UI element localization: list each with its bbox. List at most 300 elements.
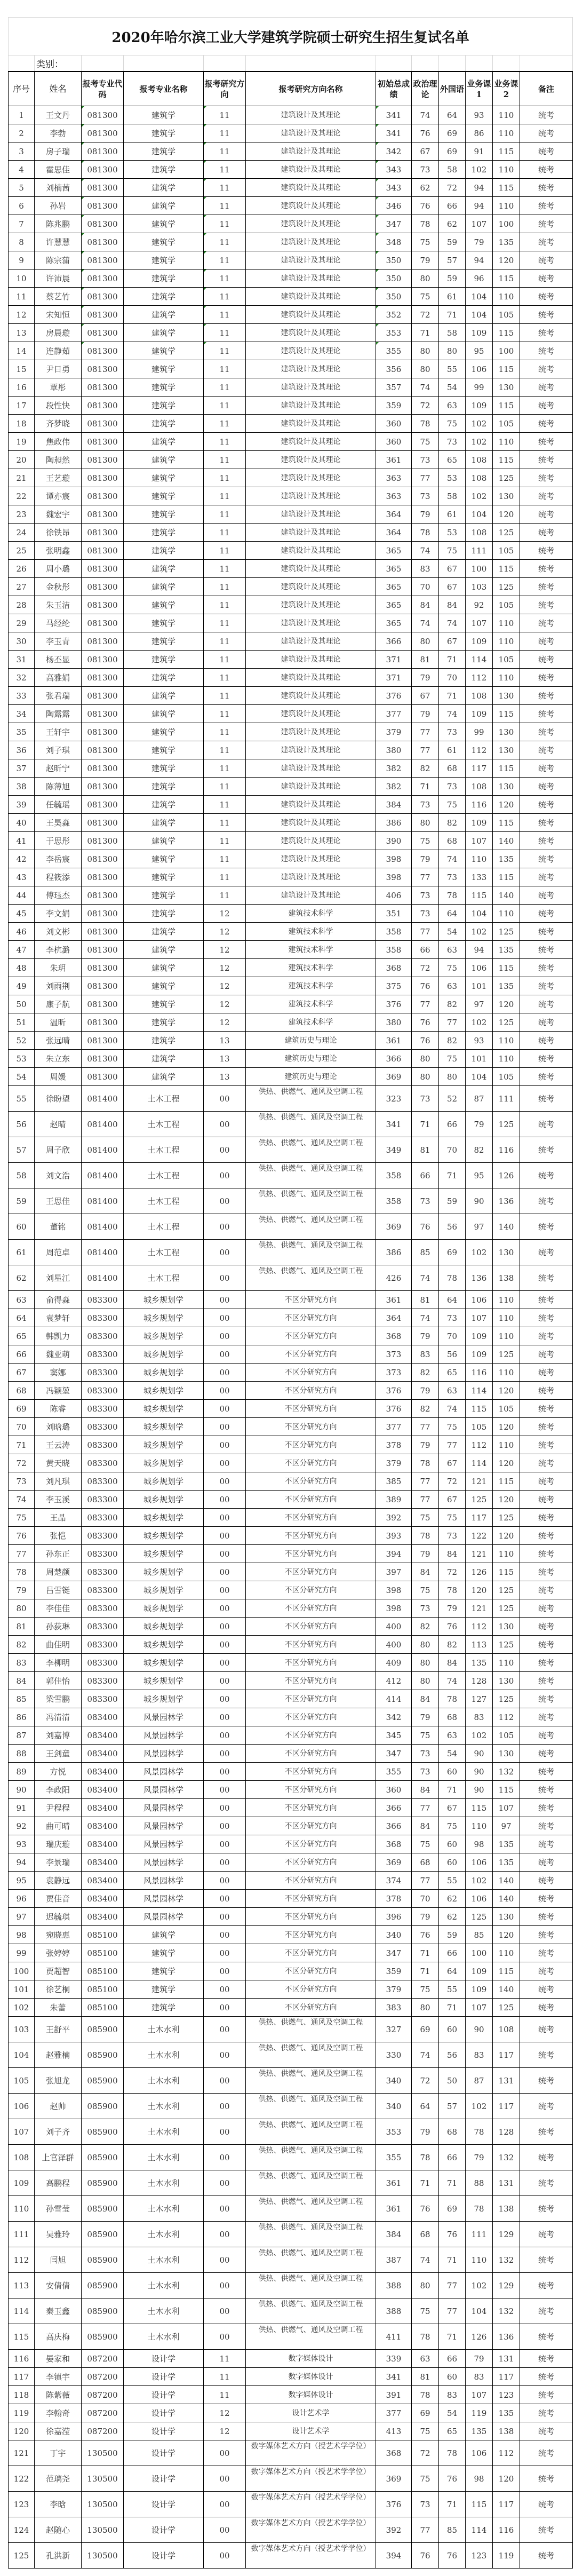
cell-name: 赵晴 xyxy=(35,1112,82,1137)
cell-direction-name: 建筑历史与理论 xyxy=(246,1032,376,1050)
cell-seq: 22 xyxy=(9,487,35,505)
cell-course-2: 115 xyxy=(493,179,520,197)
cell-course-1: 102 xyxy=(466,487,493,505)
cell-name: 李文娟 xyxy=(35,905,82,923)
cell-direction-code: 00 xyxy=(204,2196,246,2222)
cell-politics: 72 xyxy=(412,397,439,415)
cell-politics: 81 xyxy=(412,1291,439,1309)
cell-politics: 78 xyxy=(412,215,439,233)
cell-politics: 72 xyxy=(412,306,439,324)
cell-seq: 44 xyxy=(9,886,35,905)
cell-course-2: 110 xyxy=(493,1944,520,1962)
cell-foreign-language: 64 xyxy=(439,1291,466,1309)
cell-course-1: 111 xyxy=(466,2222,493,2247)
cell-note: 统考 xyxy=(520,1491,573,1509)
cell-course-1: 79 xyxy=(466,2350,493,2368)
cell-note: 统考 xyxy=(520,2324,573,2350)
cell-major-name: 建筑学 xyxy=(124,886,204,905)
cell-major-code: 081300 xyxy=(82,814,124,832)
cell-total-score: 349 xyxy=(376,1137,412,1163)
cell-course-2: 130 xyxy=(493,723,520,741)
table-row xyxy=(9,1690,573,1708)
cell-direction-code: 12 xyxy=(204,1013,246,1032)
cell-direction-code: 00 xyxy=(204,1926,246,1944)
cell-seq: 54 xyxy=(9,1068,35,1086)
cell-note: 统考 xyxy=(520,524,573,542)
cell-note: 统考 xyxy=(520,1745,573,1763)
cell-course-2: 110 xyxy=(493,1309,520,1327)
cell-direction-code: 13 xyxy=(204,1068,246,1086)
cell-foreign-language: 77 xyxy=(439,2298,466,2324)
table-row xyxy=(9,342,573,360)
cell-name: 于思彤 xyxy=(35,832,82,850)
cell-politics: 76 xyxy=(412,977,439,995)
table-row xyxy=(9,1491,573,1509)
cell-direction-code: 11 xyxy=(204,106,246,124)
cell-major-code: 081300 xyxy=(82,233,124,251)
cell-name: 李勃 xyxy=(35,124,82,142)
cell-foreign-language: 57 xyxy=(439,2094,466,2119)
cell-seq: 64 xyxy=(9,1309,35,1327)
cell-total-score: 365 xyxy=(376,560,412,578)
cell-major-name: 建筑学 xyxy=(124,596,204,614)
cell-direction-code: 00 xyxy=(204,1137,246,1163)
cell-politics: 82 xyxy=(412,1400,439,1418)
cell-total-score: 386 xyxy=(376,1240,412,1265)
cell-course-2: 115 xyxy=(493,397,520,415)
cell-major-code: 081300 xyxy=(82,741,124,759)
cell-seq: 63 xyxy=(9,1291,35,1309)
cell-major-code: 083300 xyxy=(82,1654,124,1672)
cell-course-2: 120 xyxy=(493,1527,520,1545)
cell-direction-code: 11 xyxy=(204,324,246,342)
cell-direction-code: 00 xyxy=(204,2119,246,2145)
cell-course-2: 135 xyxy=(493,977,520,995)
cell-foreign-language: 67 xyxy=(439,578,466,596)
cell-direction-code: 00 xyxy=(204,1265,246,1291)
cell-note: 统考 xyxy=(520,415,573,433)
cell-major-code: 083400 xyxy=(82,1745,124,1763)
cell-course-1: 119 xyxy=(466,2404,493,2422)
cell-course-1: 101 xyxy=(466,977,493,995)
cell-major-code: 081300 xyxy=(82,505,124,524)
cell-foreign-language: 60 xyxy=(439,1853,466,1872)
cell-total-score: 376 xyxy=(376,995,412,1013)
cell-direction-name: 不区分研究方向 xyxy=(246,1944,376,1962)
cell-politics: 80 xyxy=(412,2273,439,2298)
cell-total-score: 413 xyxy=(376,2422,412,2440)
cell-direction-name: 建筑历史与理论 xyxy=(246,1068,376,1086)
cell-course-2: 125 xyxy=(493,1112,520,1137)
cell-politics: 66 xyxy=(412,1163,439,1188)
cell-direction-code: 11 xyxy=(204,596,246,614)
cell-direction-name: 建筑设计及其理论 xyxy=(246,360,376,378)
cell-course-1: 109 xyxy=(466,1327,493,1345)
cell-direction-name: 供热、供燃气、通风及空调工程 xyxy=(246,1137,376,1163)
cell-name: 金秋彤 xyxy=(35,578,82,596)
cell-major-name: 建筑学 xyxy=(124,1068,204,1086)
table-row xyxy=(9,542,573,560)
cell-politics: 76 xyxy=(412,2543,439,2569)
cell-total-score: 365 xyxy=(376,614,412,632)
cell-direction-code: 11 xyxy=(204,215,246,233)
cell-seq: 85 xyxy=(9,1690,35,1708)
cell-direction-name: 不区分研究方向 xyxy=(246,1636,376,1654)
cell-direction-code: 00 xyxy=(204,1472,246,1491)
cell-direction-code: 11 xyxy=(204,433,246,451)
cell-course-2: 108 xyxy=(493,2017,520,2042)
cell-politics: 73 xyxy=(412,1086,439,1112)
cell-direction-code: 00 xyxy=(204,2222,246,2247)
cell-direction-code: 11 xyxy=(204,451,246,469)
cell-major-name: 建筑学 xyxy=(124,306,204,324)
cell-major-code: 081300 xyxy=(82,705,124,723)
cell-seq: 98 xyxy=(9,1926,35,1944)
cell-major-name: 城乡规划学 xyxy=(124,1472,204,1491)
cell-major-code: 083300 xyxy=(82,1472,124,1491)
cell-major-code: 081300 xyxy=(82,1050,124,1068)
cell-direction-name: 数字媒体艺术方向（授艺术学学位） xyxy=(246,2466,376,2492)
cell-name: 王舒平 xyxy=(35,2017,82,2042)
cell-foreign-language: 78 xyxy=(439,1581,466,1599)
cell-course-1: 109 xyxy=(466,1345,493,1364)
cell-seq: 112 xyxy=(9,2247,35,2273)
cell-course-2: 131 xyxy=(493,2350,520,2368)
cell-course-1: 108 xyxy=(466,687,493,705)
cell-foreign-language: 71 xyxy=(439,2492,466,2517)
header-course-2: 业务课2 xyxy=(493,72,520,106)
cell-major-name: 土木工程 xyxy=(124,1112,204,1137)
cell-seq: 23 xyxy=(9,505,35,524)
cell-politics: 83 xyxy=(412,1345,439,1364)
cell-direction-name: 供热、供燃气、通风及空调工程 xyxy=(246,1086,376,1112)
cell-foreign-language: 61 xyxy=(439,505,466,524)
cell-note: 统考 xyxy=(520,2466,573,2492)
cell-direction-name: 不区分研究方向 xyxy=(246,1654,376,1672)
cell-course-1: 113 xyxy=(466,1636,493,1654)
cell-foreign-language: 54 xyxy=(439,923,466,941)
cell-name: 刘文彬 xyxy=(35,923,82,941)
cell-course-1: 136 xyxy=(466,1265,493,1291)
cell-politics: 79 xyxy=(412,1382,439,1400)
cell-course-1: 102 xyxy=(466,923,493,941)
cell-foreign-language: 50 xyxy=(439,2068,466,2094)
cell-major-code: 085900 xyxy=(82,2094,124,2119)
cell-name: 方悦 xyxy=(35,1763,82,1781)
cell-direction-name: 不区分研究方向 xyxy=(246,1364,376,1382)
header-direction-code: 报考研究方向 xyxy=(204,72,246,106)
cell-politics: 77 xyxy=(412,723,439,741)
cell-name: 宛晓惠 xyxy=(35,1926,82,1944)
cell-major-name: 土木水利 xyxy=(124,2196,204,2222)
cell-name: 孙岩 xyxy=(35,197,82,215)
cell-foreign-language: 70 xyxy=(439,1137,466,1163)
cell-seq: 89 xyxy=(9,1763,35,1781)
cell-direction-code: 11 xyxy=(204,651,246,669)
cell-name: 曲可晴 xyxy=(35,1817,82,1835)
cell-direction-name: 数字媒体艺术方向（授艺术学学位） xyxy=(246,2517,376,2543)
cell-direction-code: 00 xyxy=(204,1214,246,1240)
cell-politics: 76 xyxy=(412,1013,439,1032)
cell-major-name: 建筑学 xyxy=(124,433,204,451)
header-course-1: 业务课1 xyxy=(466,72,493,106)
cell-major-name: 建筑学 xyxy=(124,270,204,288)
table-row xyxy=(9,1763,573,1781)
table-row xyxy=(9,814,573,832)
table-row xyxy=(9,2324,573,2350)
cell-direction-name: 设计艺术学 xyxy=(246,2422,376,2440)
cell-direction-code: 00 xyxy=(204,2068,246,2094)
table-row xyxy=(9,1032,573,1050)
cell-major-name: 建筑学 xyxy=(124,215,204,233)
table-row xyxy=(9,832,573,850)
table-row xyxy=(9,433,573,451)
cell-seq: 19 xyxy=(9,433,35,451)
cell-foreign-language: 76 xyxy=(439,2466,466,2492)
cell-direction-name: 不区分研究方向 xyxy=(246,1872,376,1890)
cell-name: 董铭 xyxy=(35,1214,82,1240)
cell-major-name: 土木水利 xyxy=(124,2298,204,2324)
cell-note: 统考 xyxy=(520,1908,573,1926)
cell-direction-name: 不区分研究方向 xyxy=(246,1382,376,1400)
cell-politics: 77 xyxy=(412,1799,439,1817)
cell-major-name: 建筑学 xyxy=(124,705,204,723)
cell-course-2: 115 xyxy=(493,759,520,778)
table-row xyxy=(9,2145,573,2170)
cell-direction-code: 11 xyxy=(204,288,246,306)
cell-major-code: 085100 xyxy=(82,1926,124,1944)
cell-major-name: 建筑学 xyxy=(124,923,204,941)
cell-name: 康子航 xyxy=(35,995,82,1013)
cell-major-name: 建筑学 xyxy=(124,1980,204,1999)
cell-seq: 74 xyxy=(9,1491,35,1509)
cell-note: 统考 xyxy=(520,2368,573,2386)
cell-note: 统考 xyxy=(520,723,573,741)
cell-politics: 63 xyxy=(412,2350,439,2368)
cell-politics: 71 xyxy=(412,324,439,342)
cell-course-1: 109 xyxy=(466,1980,493,1999)
cell-politics: 73 xyxy=(412,487,439,505)
cell-foreign-language: 75 xyxy=(439,1509,466,1527)
cell-seq: 58 xyxy=(9,1163,35,1188)
cell-politics: 72 xyxy=(412,2068,439,2094)
cell-note: 统考 xyxy=(520,2543,573,2569)
cell-total-score: 375 xyxy=(376,977,412,995)
cell-total-score: 369 xyxy=(376,1068,412,1086)
cell-note: 统考 xyxy=(520,1163,573,1188)
cell-major-name: 城乡规划学 xyxy=(124,1527,204,1545)
cell-major-name: 建筑学 xyxy=(124,959,204,977)
cell-seq: 70 xyxy=(9,1418,35,1436)
cell-direction-name: 不区分研究方向 xyxy=(246,1400,376,1418)
cell-direction-name: 不区分研究方向 xyxy=(246,1509,376,1527)
cell-direction-code: 11 xyxy=(204,251,246,270)
cell-total-score: 394 xyxy=(376,2543,412,2569)
cell-course-1: 116 xyxy=(466,796,493,814)
cell-course-1: 114 xyxy=(466,1382,493,1400)
cell-major-code: 083300 xyxy=(82,1690,124,1708)
cell-major-code: 083300 xyxy=(82,1527,124,1545)
cell-name: 孙荻琳 xyxy=(35,1618,82,1636)
cell-direction-name: 不区分研究方向 xyxy=(246,1853,376,1872)
cell-name: 赵昕宁 xyxy=(35,759,82,778)
cell-direction-name: 建筑设计及其理论 xyxy=(246,814,376,832)
cell-course-2: 125 xyxy=(493,1599,520,1618)
cell-total-score: 364 xyxy=(376,1309,412,1327)
cell-seq: 99 xyxy=(9,1944,35,1962)
cell-foreign-language: 74 xyxy=(439,705,466,723)
cell-politics: 81 xyxy=(412,2368,439,2386)
cell-foreign-language: 76 xyxy=(439,2543,466,2569)
cell-name: 王艺璇 xyxy=(35,469,82,487)
cell-major-name: 风景园林学 xyxy=(124,1835,204,1853)
cell-total-score: 368 xyxy=(376,959,412,977)
cell-total-score: 406 xyxy=(376,886,412,905)
cell-course-1: 107 xyxy=(466,2386,493,2404)
cell-note: 统考 xyxy=(520,2298,573,2324)
cell-note: 统考 xyxy=(520,923,573,941)
table-row xyxy=(9,324,573,342)
cell-course-2: 115 xyxy=(493,1563,520,1581)
cell-note: 统考 xyxy=(520,2247,573,2273)
cell-course-1: 102 xyxy=(466,2273,493,2298)
cell-note: 统考 xyxy=(520,2068,573,2094)
cell-total-score: 363 xyxy=(376,469,412,487)
cell-major-name: 风景园林学 xyxy=(124,1781,204,1799)
cell-course-2: 110 xyxy=(493,614,520,632)
cell-politics: 72 xyxy=(412,2440,439,2466)
cell-major-name: 城乡规划学 xyxy=(124,1400,204,1418)
cell-total-score: 369 xyxy=(376,2466,412,2492)
table-row xyxy=(9,397,573,415)
cell-note: 统考 xyxy=(520,832,573,850)
cell-name: 房子瑞 xyxy=(35,142,82,161)
cell-total-score: 358 xyxy=(376,923,412,941)
cell-seq: 48 xyxy=(9,959,35,977)
cell-direction-code: 00 xyxy=(204,1835,246,1853)
cell-total-score: 357 xyxy=(376,378,412,397)
cell-seq: 24 xyxy=(9,524,35,542)
cell-total-score: 360 xyxy=(376,1781,412,1799)
cell-seq: 60 xyxy=(9,1214,35,1240)
cell-seq: 28 xyxy=(9,596,35,614)
cell-seq: 11 xyxy=(9,288,35,306)
cell-total-score: 358 xyxy=(376,1163,412,1188)
cell-foreign-language: 76 xyxy=(439,2222,466,2247)
cell-seq: 86 xyxy=(9,1708,35,1726)
cell-course-1: 122 xyxy=(466,1527,493,1545)
cell-politics: 79 xyxy=(412,2119,439,2145)
cell-name: 刘凡琪 xyxy=(35,1472,82,1491)
cell-course-1: 102 xyxy=(466,1726,493,1745)
cell-major-code: 083300 xyxy=(82,1636,124,1654)
cell-major-name: 设计学 xyxy=(124,2440,204,2466)
cell-name: 周媛 xyxy=(35,1068,82,1086)
cell-note: 统考 xyxy=(520,2042,573,2068)
cell-total-score: 409 xyxy=(376,1654,412,1672)
cell-total-score: 343 xyxy=(376,179,412,197)
header-note: 备注 xyxy=(520,72,573,106)
cell-course-2: 130 xyxy=(493,378,520,397)
cell-name: 杨丕显 xyxy=(35,651,82,669)
cell-major-code: 085100 xyxy=(82,1999,124,2017)
cell-direction-code: 11 xyxy=(204,814,246,832)
cell-direction-code: 12 xyxy=(204,2422,246,2440)
cell-course-1: 94 xyxy=(466,941,493,959)
cell-direction-name: 供热、供燃气、通风及空调工程 xyxy=(246,2298,376,2324)
cell-seq: 68 xyxy=(9,1382,35,1400)
table-row xyxy=(9,1890,573,1908)
cell-direction-name: 建筑设计及其理论 xyxy=(246,505,376,524)
cell-note: 统考 xyxy=(520,814,573,832)
cell-major-code: 083300 xyxy=(82,1327,124,1345)
cell-total-score: 358 xyxy=(376,941,412,959)
cell-course-2: 115 xyxy=(493,1962,520,1980)
cell-name: 宋知恒 xyxy=(35,306,82,324)
cell-foreign-language: 61 xyxy=(439,288,466,306)
cell-course-1: 87 xyxy=(466,1086,493,1112)
cell-course-1: 101 xyxy=(466,1050,493,1068)
cell-name: 丁宇 xyxy=(35,2440,82,2466)
cell-direction-code: 00 xyxy=(204,1618,246,1636)
cell-direction-name: 建筑设计及其理论 xyxy=(246,324,376,342)
cell-note: 统考 xyxy=(520,2196,573,2222)
cell-direction-name: 不区分研究方向 xyxy=(246,1327,376,1345)
cell-major-code: 081300 xyxy=(82,923,124,941)
cell-direction-code: 00 xyxy=(204,2543,246,2569)
cell-direction-name: 供热、供燃气、通风及空调工程 xyxy=(246,1214,376,1240)
cell-course-2: 100 xyxy=(493,215,520,233)
cell-major-code: 085900 xyxy=(82,2298,124,2324)
cell-seq: 65 xyxy=(9,1327,35,1345)
cell-name: 陈宗蒲 xyxy=(35,251,82,270)
cell-foreign-language: 71 xyxy=(439,306,466,324)
cell-total-score: 339 xyxy=(376,2350,412,2368)
cell-major-code: 081300 xyxy=(82,433,124,451)
cell-name: 王思佳 xyxy=(35,1188,82,1214)
cell-course-1: 102 xyxy=(466,1013,493,1032)
cell-course-1: 93 xyxy=(466,1032,493,1050)
cell-note: 统考 xyxy=(520,106,573,124)
cell-foreign-language: 54 xyxy=(439,2404,466,2422)
cell-course-1: 121 xyxy=(466,1545,493,1563)
cell-foreign-language: 74 xyxy=(439,850,466,868)
cell-politics: 71 xyxy=(412,778,439,796)
cell-course-1: 126 xyxy=(466,2324,493,2350)
cell-direction-name: 建筑设计及其理论 xyxy=(246,215,376,233)
cell-note: 统考 xyxy=(520,1781,573,1799)
cell-name: 张明鑫 xyxy=(35,542,82,560)
table-row xyxy=(9,2404,573,2422)
cell-foreign-language: 75 xyxy=(439,1817,466,1835)
cell-total-score: 397 xyxy=(376,1563,412,1581)
cell-note: 统考 xyxy=(520,1672,573,1690)
cell-seq: 57 xyxy=(9,1137,35,1163)
cell-direction-code: 00 xyxy=(204,1112,246,1137)
cell-course-2: 140 xyxy=(493,1980,520,1999)
cell-name: 赵随心 xyxy=(35,2517,82,2543)
cell-course-1: 104 xyxy=(466,306,493,324)
cell-major-name: 土木水利 xyxy=(124,2145,204,2170)
cell-seq: 67 xyxy=(9,1364,35,1382)
cell-total-score: 361 xyxy=(376,1291,412,1309)
cell-course-1: 90 xyxy=(466,1763,493,1781)
cell-direction-code: 00 xyxy=(204,1309,246,1327)
table-row xyxy=(9,1265,573,1291)
cell-note: 统考 xyxy=(520,1926,573,1944)
cell-name: 李杭潞 xyxy=(35,941,82,959)
cell-course-2: 100 xyxy=(493,342,520,360)
